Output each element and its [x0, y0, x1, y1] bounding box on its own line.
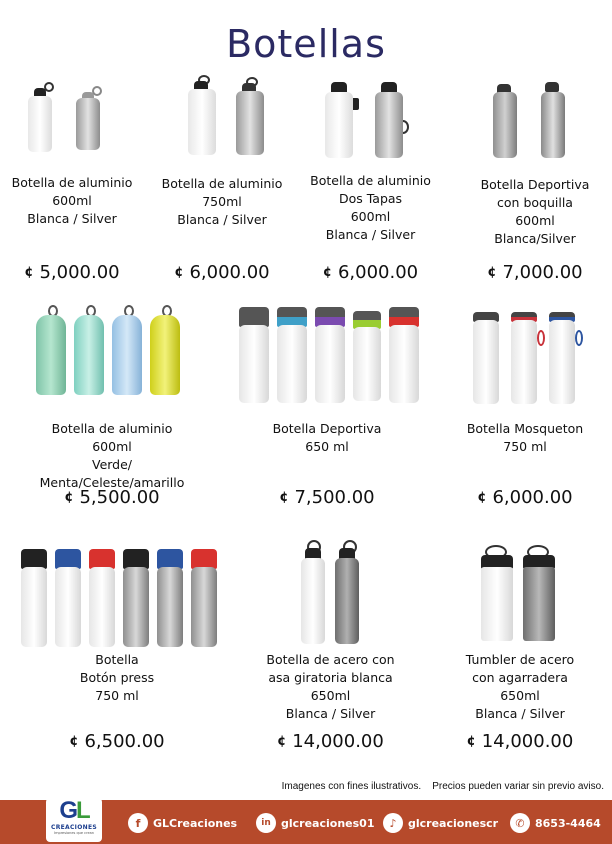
product-description: Botella Deportiva — [272, 421, 382, 436]
product-description: Blanca / Silver — [475, 706, 565, 721]
product-description: 600ml — [52, 193, 92, 208]
product-card — [445, 545, 595, 755]
product-description: con boquilla — [497, 195, 573, 210]
product-image — [235, 303, 420, 408]
product-card — [298, 80, 443, 290]
product-card — [2, 80, 142, 290]
product-image — [465, 310, 585, 405]
tiktok-icon: ♪ — [383, 813, 403, 833]
disclaimer-text: Imagenes con fines ilustrativos. Precios pueden variar sin previo aviso. — [281, 781, 604, 792]
product-description: Blanca/Silver — [494, 231, 576, 246]
social-whatsapp-link[interactable] — [510, 812, 601, 834]
facebook-icon: f — [128, 813, 148, 833]
product-description: 650 ml — [305, 439, 349, 454]
social-handle: glcreaciones01 — [281, 816, 375, 830]
product-description: Blanca / Silver — [27, 211, 117, 226]
product-card — [232, 303, 422, 513]
product-price: ¢ 6,000.00 — [322, 262, 419, 283]
product-card — [258, 540, 403, 755]
product-description: Botella de aluminio — [11, 175, 133, 190]
product-description: 600ml — [350, 209, 391, 224]
product-description: 650ml — [500, 688, 540, 703]
product-price: ¢ 6,000.00 — [174, 262, 270, 283]
product-description: Botella de aluminio — [310, 173, 431, 188]
product-description: Dos Tapas — [338, 191, 403, 206]
product-description: Botella Mosqueton — [466, 421, 584, 436]
product-image — [291, 540, 371, 648]
brand-logo: GL CREACIONES Impresiones que crean — [46, 798, 102, 842]
product-price: ¢ 14,000.00 — [277, 731, 384, 752]
product-price: ¢ 5,500.00 — [64, 487, 160, 508]
social-tiktok-link[interactable] — [383, 812, 498, 834]
whatsapp-icon: ✆ — [510, 813, 530, 833]
product-description: 750 ml — [95, 688, 139, 703]
product-description: Botella de acero con — [266, 652, 395, 667]
product-image — [32, 303, 192, 398]
product-description: Botella Deportiva — [480, 177, 590, 192]
product-description: 600ml — [515, 213, 555, 228]
product-description: Verde/ Menta/Celeste/amarillo — [39, 457, 185, 490]
product-image — [22, 80, 122, 160]
product-description: Botella de aluminio — [51, 421, 173, 436]
product-image — [485, 80, 585, 160]
product-price: ¢ 7,000.00 — [487, 262, 583, 283]
social-handle: glcreacionescr — [408, 816, 499, 830]
product-description: 750ml — [202, 194, 242, 209]
linkedin-icon: in — [256, 813, 276, 833]
product-price: ¢ 5,000.00 — [24, 262, 120, 283]
product-description: 600ml — [92, 439, 132, 454]
product-card — [455, 310, 595, 513]
product-description: Blanca / Silver — [325, 227, 416, 242]
product-description: Blanca / Silver — [285, 706, 376, 721]
product-price: ¢ 14,000.00 — [466, 731, 574, 752]
product-description: 750 ml — [503, 439, 547, 454]
product-description: Botella de aluminio — [161, 176, 283, 191]
phone-number: 8653-4464 — [535, 816, 601, 830]
product-description: asa giratoria blanca — [268, 670, 393, 685]
product-description: con agarradera — [472, 670, 568, 685]
social-facebook-link[interactable] — [128, 812, 237, 834]
product-price: ¢ 6,500.00 — [69, 731, 165, 752]
product-image — [15, 545, 220, 650]
product-description: Blanca / Silver — [177, 212, 267, 227]
product-card — [465, 80, 605, 290]
product-card — [152, 75, 292, 290]
product-description: Botón press — [79, 670, 155, 685]
product-description: Tumbler de acero — [465, 652, 575, 667]
product-price: ¢ 7,500.00 — [279, 487, 375, 508]
page-title: Botellas — [226, 22, 386, 66]
product-description: 650ml — [310, 688, 351, 703]
product-description: Botella — [95, 652, 139, 667]
product-image — [477, 545, 563, 645]
product-card — [12, 545, 222, 755]
product-card — [22, 303, 202, 513]
social-linkedin-link[interactable] — [256, 812, 374, 834]
social-handle: GLCreaciones — [153, 816, 238, 830]
product-image — [172, 75, 272, 160]
product-image — [321, 80, 421, 160]
product-price: ¢ 6,000.00 — [477, 487, 573, 508]
